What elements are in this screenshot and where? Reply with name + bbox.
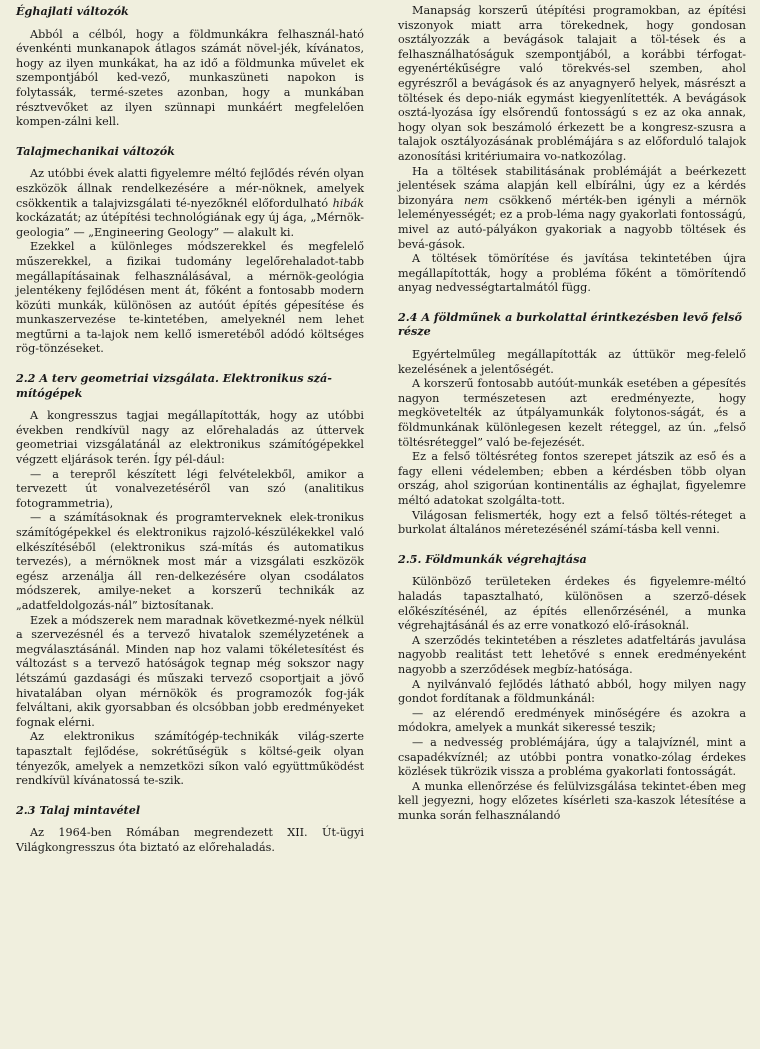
paragraph: A kongresszus tagjai megállapították, hogy az utóbbi években rendkívül nagy az előrehaladás az úttervek geometriai vizsgálatánál az elektronikus számítógépekkel végzett eljárások terén. Így pél-dául: xyxy=(16,409,364,467)
paragraph xyxy=(16,167,364,240)
text-run: csökkenő mérték-ben igényli a mérnök leleményességét; ez a prob-léma nagy gyakorlati fontosságú, mivel az autó-pályákon gyakoriak a nagyobb töltések és bevá-gások. xyxy=(398,193,747,251)
text-run: kockázatát; az útépítési technológiának egy új ága, „Mérnök-geologia” — „Engineering Geology” — alakult ki. xyxy=(16,211,364,239)
emphasis: hibák xyxy=(332,196,364,210)
paragraph xyxy=(398,165,746,253)
left-column xyxy=(16,4,364,1049)
heading-2-3: 2.3 Talaj mintavétel xyxy=(16,802,141,817)
text-run: Ha a töltések stabilitásának problémáját a beérkezett jelentések száma alapján kell elbírálni, úgy ez a kérdés bizonyára xyxy=(398,164,746,207)
heading-climate: Éghajlati változók xyxy=(16,4,129,18)
paragraph: Ez a felső töltésréteg fontos szerepet játszik az eső és a fagy elleni védelemben; ebben a kérdésben több olyan ország, ahol szigorúan kontinentális az éghajlat, figyelemre méltó adatokat szolgálta-tott. xyxy=(398,450,746,507)
heading-2-5: 2.5. Földmunkák végrehajtása xyxy=(398,551,587,566)
paragraph: Ezek a módszerek nem maradnak következmé-nyek nélkül a szervezésnél és a tervező hivatalok személyzetének a megválasztásánál. Minden nap hoz valami tökéletesítést és változást s a tervező hatóságok tegnap még sokszor nagy létszámú gazdasági és műszaki tervező csoportjait a jövő hivatalában olyan mérnökök és programozók fog-ják felváltani, akik gyorsabban és olcsóbban jobb eredményeket fognak elérni. xyxy=(16,613,364,729)
heading-2-2: 2.2 A terv geometriai vizsgálata. Elektronikus szá-mítógépek xyxy=(16,371,332,400)
paragraph: Az elektronikus számítógép-technikák világ-szerte tapasztalt fejlődése, sokrétűségük s költsé-geik olyan tényezők, amelyek a nemzetközi síkon való együttműködést rendkívül kívánatossá te-szik. xyxy=(16,730,364,788)
dash-item: — a számításoknak és programterveknek elek-tronikus számítógépekkel és elektronikus rajzoló-készülékekkel való elkészítéséből (elektronikus szá-mítás és automatikus tervezés), a mérnöknek most már a vizsgálati eszközök egész arzenálja áll ren-delkezésére olyan csodálatos módszerek, amilye-neket a korszerű technikák az „adatfeldolgozás-nál” biztosítanak. xyxy=(16,511,364,612)
paragraph: Egyértelműleg megállapították az úttükör meg-felelő kezelésének a jelentőségét. xyxy=(398,348,746,376)
heading-soil-mechanics: Talajmechanikai változók xyxy=(16,143,175,158)
dash-item: — a nedvesség problémájára, úgy a talajvíznél, mint a csapadékvíznél; az utóbbi pontra vonatko-zólag érdekes közlések tükrözik vissza a probléma gyakorlati fontosságát. xyxy=(398,735,746,779)
heading-2-4: 2.4 A földműnek a burkolattal érintkezésben levő felső része xyxy=(398,309,742,339)
paragraph: A korszerű fontosabb autóút-munkák esetében a gépesítés nagyon természetesen azt eredményezte, hogy megkövetelték az útpályamunkák folytonos-ságát, és a földmunkának különlegesen kezelt réteggel, az ún. „felső töltésréteggel” való be-fejezését. xyxy=(398,377,746,449)
paragraph: Abból a célból, hogy a földmunkákra felhasznál-ható évenkénti munkanapok átlagos számát növel-jék, kívánatos, hogy az ilyen munkákat, ha az idő a földmunka művelet ek szempontjából ked-vező, munkaszüneti napokon is folytassák, termé-szetes azonban, hogy a munkában résztvevőket az ilyen szünnapi munkáért megfelelően kompen-zálni kell. xyxy=(16,27,364,129)
paragraph: Ezekkel a különleges módszerekkel és megfelelő műszerekkel, a fizikai tudomány legelőrehaladot-tabb megállapításainak felhasználásával, a mérnök-geológia jelentékeny fejlődésen ment át, főként a fontosabb modern közúti munkák, különösen az autóút építés gépesítése és munkaszervezése te-kintetében, amelyeknél nem lehet megtűrni a ta-lajok nem kellő ismeretéből adódó költséges rög-tönzéseket. xyxy=(16,240,364,356)
paragraph: A szerződés tekintetében a részletes adatfeltárás javulása nagyobb realitást tett lehetővé s ennek eredményeként nagyobb a szerződések megbíz-hatósága. xyxy=(398,633,746,676)
paragraph: Manapság korszerű útépítési programokban, az építési viszonyok miatt arra törekednek, hogy gondosan osztályozzák a bevágások talajait a töl-tések és a felhasználhatóságuk szempontjából, a korábbi térfogat-egyenértékűségre való törekvés-sel szemben, ahol egyrészről a bevágások és az anyagnyerő helyek, másrészt a töltések és depo-niák egymást kiegyenlítették. A bevágások osztá-lyozása így elsőrendű fontosságú s ez az oka annak, hogy olyan sok beszámoló érkezett be a kongresz-szusra a talajok osztályozásának problémájára s az előforduló talajok azonosítási kritériumaira vo-natkozólag. xyxy=(398,4,746,163)
right-column xyxy=(398,4,746,1049)
paragraph: Különböző területeken érdekes és figyelemre-méltó haladás tapasztalható, különösen a szerző-dések előkészítésénél, az építés ellenőrzésénél, a munka végrehajtásánál és az erre vonatkozó elő-írásoknál. xyxy=(398,575,746,633)
paragraph: A töltések tömörítése és javítása tekintetében újra megállapították, hogy a probléma főként a tömörítendő anyag nedvességtartalmától függ. xyxy=(398,252,746,295)
text-run: Az utóbbi évek alatti figyelemre méltó fejlődés révén olyan eszközök állnak rendelkezésére a mér-nöknek, amelyek csökkentik a talajvizsgálati té-nyezőknél előfordulható xyxy=(16,167,364,210)
paragraph: A nyilvánvaló fejlődés látható abból, hogy milyen nagy gondot fordítanak a földmunkánál: xyxy=(398,677,746,706)
paragraph: Az 1964-ben Rómában megrendezett XII. Út-ügyi Világkongresszus óta biztató az előrehaladás. xyxy=(16,826,364,854)
dash-item: — a terepről készített légi felvételekből, amikor a tervezett út vonalvezetéséről van szó (analitikus fotogrammetria), xyxy=(16,467,364,510)
dash-item: — az elérendő eredmények minőségére és azokra a módokra, amelyek a munkát sikeressé teszik; xyxy=(398,706,746,735)
paragraph: A munka ellenőrzése és felülvizsgálása tekintet-ében meg kell jegyezni, hogy előzetes kísérleti sza-kaszok létesítése a munka során felhasználandó xyxy=(398,779,746,822)
paragraph: Világosan felismerték, hogy ezt a felső töltés-réteget a burkolat általános méretezésénél számí-tásba kell venni. xyxy=(398,508,746,537)
emphasis: nem xyxy=(463,193,489,207)
